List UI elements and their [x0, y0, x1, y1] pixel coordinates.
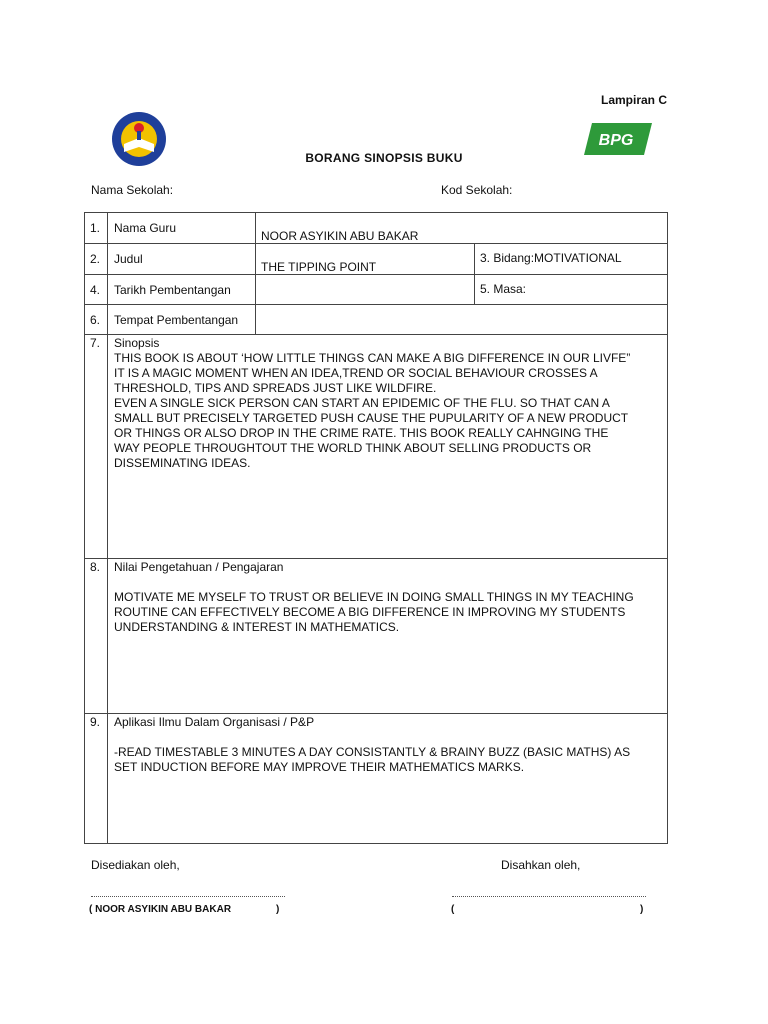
kod-sekolah-label: Kod Sekolah:: [441, 183, 513, 197]
nama-guru-value[interactable]: NOOR ASYIKIN ABU BAKAR: [256, 213, 668, 244]
tempat-label: Tempat Pembentangan: [108, 305, 256, 335]
bidang-field[interactable]: 3. Bidang:MOTIVATIONAL: [475, 244, 668, 275]
bpg-logo-text: BPG: [598, 132, 634, 149]
masa-field[interactable]: 5. Masa:: [475, 275, 668, 305]
prepared-name: ( NOOR ASYIKIN ABU BAKAR: [89, 904, 232, 915]
nilai-text: [114, 590, 667, 635]
text-line: IT IS A MAGIC MOMENT WHEN AN IDEA,TREND OR SOCIAL BEHAVIOUR CROSSES A: [114, 366, 598, 380]
row-nama-guru: [85, 213, 668, 244]
row-tarikh: [85, 275, 668, 305]
text-line: MOTIVATE ME MYSELF TO TRUST OR BELIEVE IN DOING SMALL THINGS IN MY TEACHING: [114, 590, 634, 604]
text-line: OR THINGS OR ALSO DROP IN THE CRIME RATE. THIS BOOK REALLY CAHNGING THE: [114, 426, 609, 440]
sinopsis-text: [114, 351, 667, 471]
text-line: -READ TIMESTABLE 3 MINUTES A DAY CONSISTANTLY & BRAINY BUZZ (BASIC MATHS) AS: [114, 745, 631, 759]
approved-signature-line[interactable]: [452, 888, 646, 897]
row-number: 8.: [85, 559, 108, 714]
prepared-by-label: Disediakan oleh,: [91, 858, 180, 872]
approved-by-label: Disahkan oleh,: [501, 858, 581, 872]
sinopsis-label: Sinopsis: [114, 336, 160, 350]
row-number: 6.: [85, 305, 108, 335]
sinopsis-cell[interactable]: [108, 335, 668, 559]
text-line: THIS BOOK IS ABOUT ‘HOW LITTLE THINGS CAN MAKE A BIG DIFFERENCE IN OUR LIVFE”: [114, 351, 631, 365]
synopsis-form-table: [84, 212, 668, 844]
row-judul: [85, 244, 668, 275]
text-line: ROUTINE CAN EFFECTIVELY BECOME A BIG DIFFERENCE IN IMPROVING MY STUDENTS: [114, 605, 626, 619]
tarikh-label: Tarikh Pembentangan: [108, 275, 256, 305]
prepared-close-paren: ): [276, 904, 280, 915]
prepared-signature-line[interactable]: [91, 888, 285, 897]
text-line: UNDERSTANDING & INTEREST IN MATHEMATICS.: [114, 620, 400, 634]
row-aplikasi: [85, 714, 668, 844]
text-line: DISSEMINATING IDEAS.: [114, 456, 251, 470]
row-number: 1.: [85, 213, 108, 244]
text-line: THRESHOLD, TIPS AND SPREADS JUST LIKE WILDFIRE.: [114, 381, 437, 395]
text-line: EVEN A SINGLE SICK PERSON CAN START AN EPIDEMIC OF THE FLU. SO THAT CAN A: [114, 396, 610, 410]
nama-sekolah-label: Nama Sekolah:: [91, 183, 174, 197]
row-sinopsis: [85, 335, 668, 559]
approved-open-paren: (: [451, 904, 455, 915]
aplikasi-label: Aplikasi Ilmu Dalam Organisasi / P&P: [114, 715, 315, 729]
row-nilai: [85, 559, 668, 714]
nama-guru-label: Nama Guru: [108, 213, 256, 244]
aplikasi-text: [114, 745, 667, 775]
aplikasi-cell[interactable]: [108, 714, 668, 844]
tarikh-value[interactable]: [256, 275, 475, 305]
approved-close-paren: ): [640, 904, 644, 915]
text-line: SET INDUCTION BEFORE MAY IMPROVE THEIR MATHEMATICS MARKS.: [114, 760, 525, 774]
judul-label: Judul: [108, 244, 256, 275]
text-line: WAY PEOPLE THROUGHTOUT THE WORLD THINK ABOUT SELLING PRODUCTS OR: [114, 441, 592, 455]
row-number: 7.: [85, 335, 108, 559]
nilai-label: Nilai Pengetahuan / Pengajaran: [114, 560, 284, 574]
row-number: 9.: [85, 714, 108, 844]
nilai-cell[interactable]: [108, 559, 668, 714]
form-title: BORANG SINOPSIS BUKU: [305, 151, 463, 165]
text-line: SMALL BUT PRECISELY TARGETED PUSH CAUSE THE PUPULARITY OF A NEW PRODUCT: [114, 411, 629, 425]
tempat-value[interactable]: [256, 305, 668, 335]
lampiran-label: Lampiran C: [601, 93, 668, 107]
row-tempat: [85, 305, 668, 335]
row-number: 2.: [85, 244, 108, 275]
row-number: 4.: [85, 275, 108, 305]
judul-value[interactable]: THE TIPPING POINT: [256, 244, 475, 275]
